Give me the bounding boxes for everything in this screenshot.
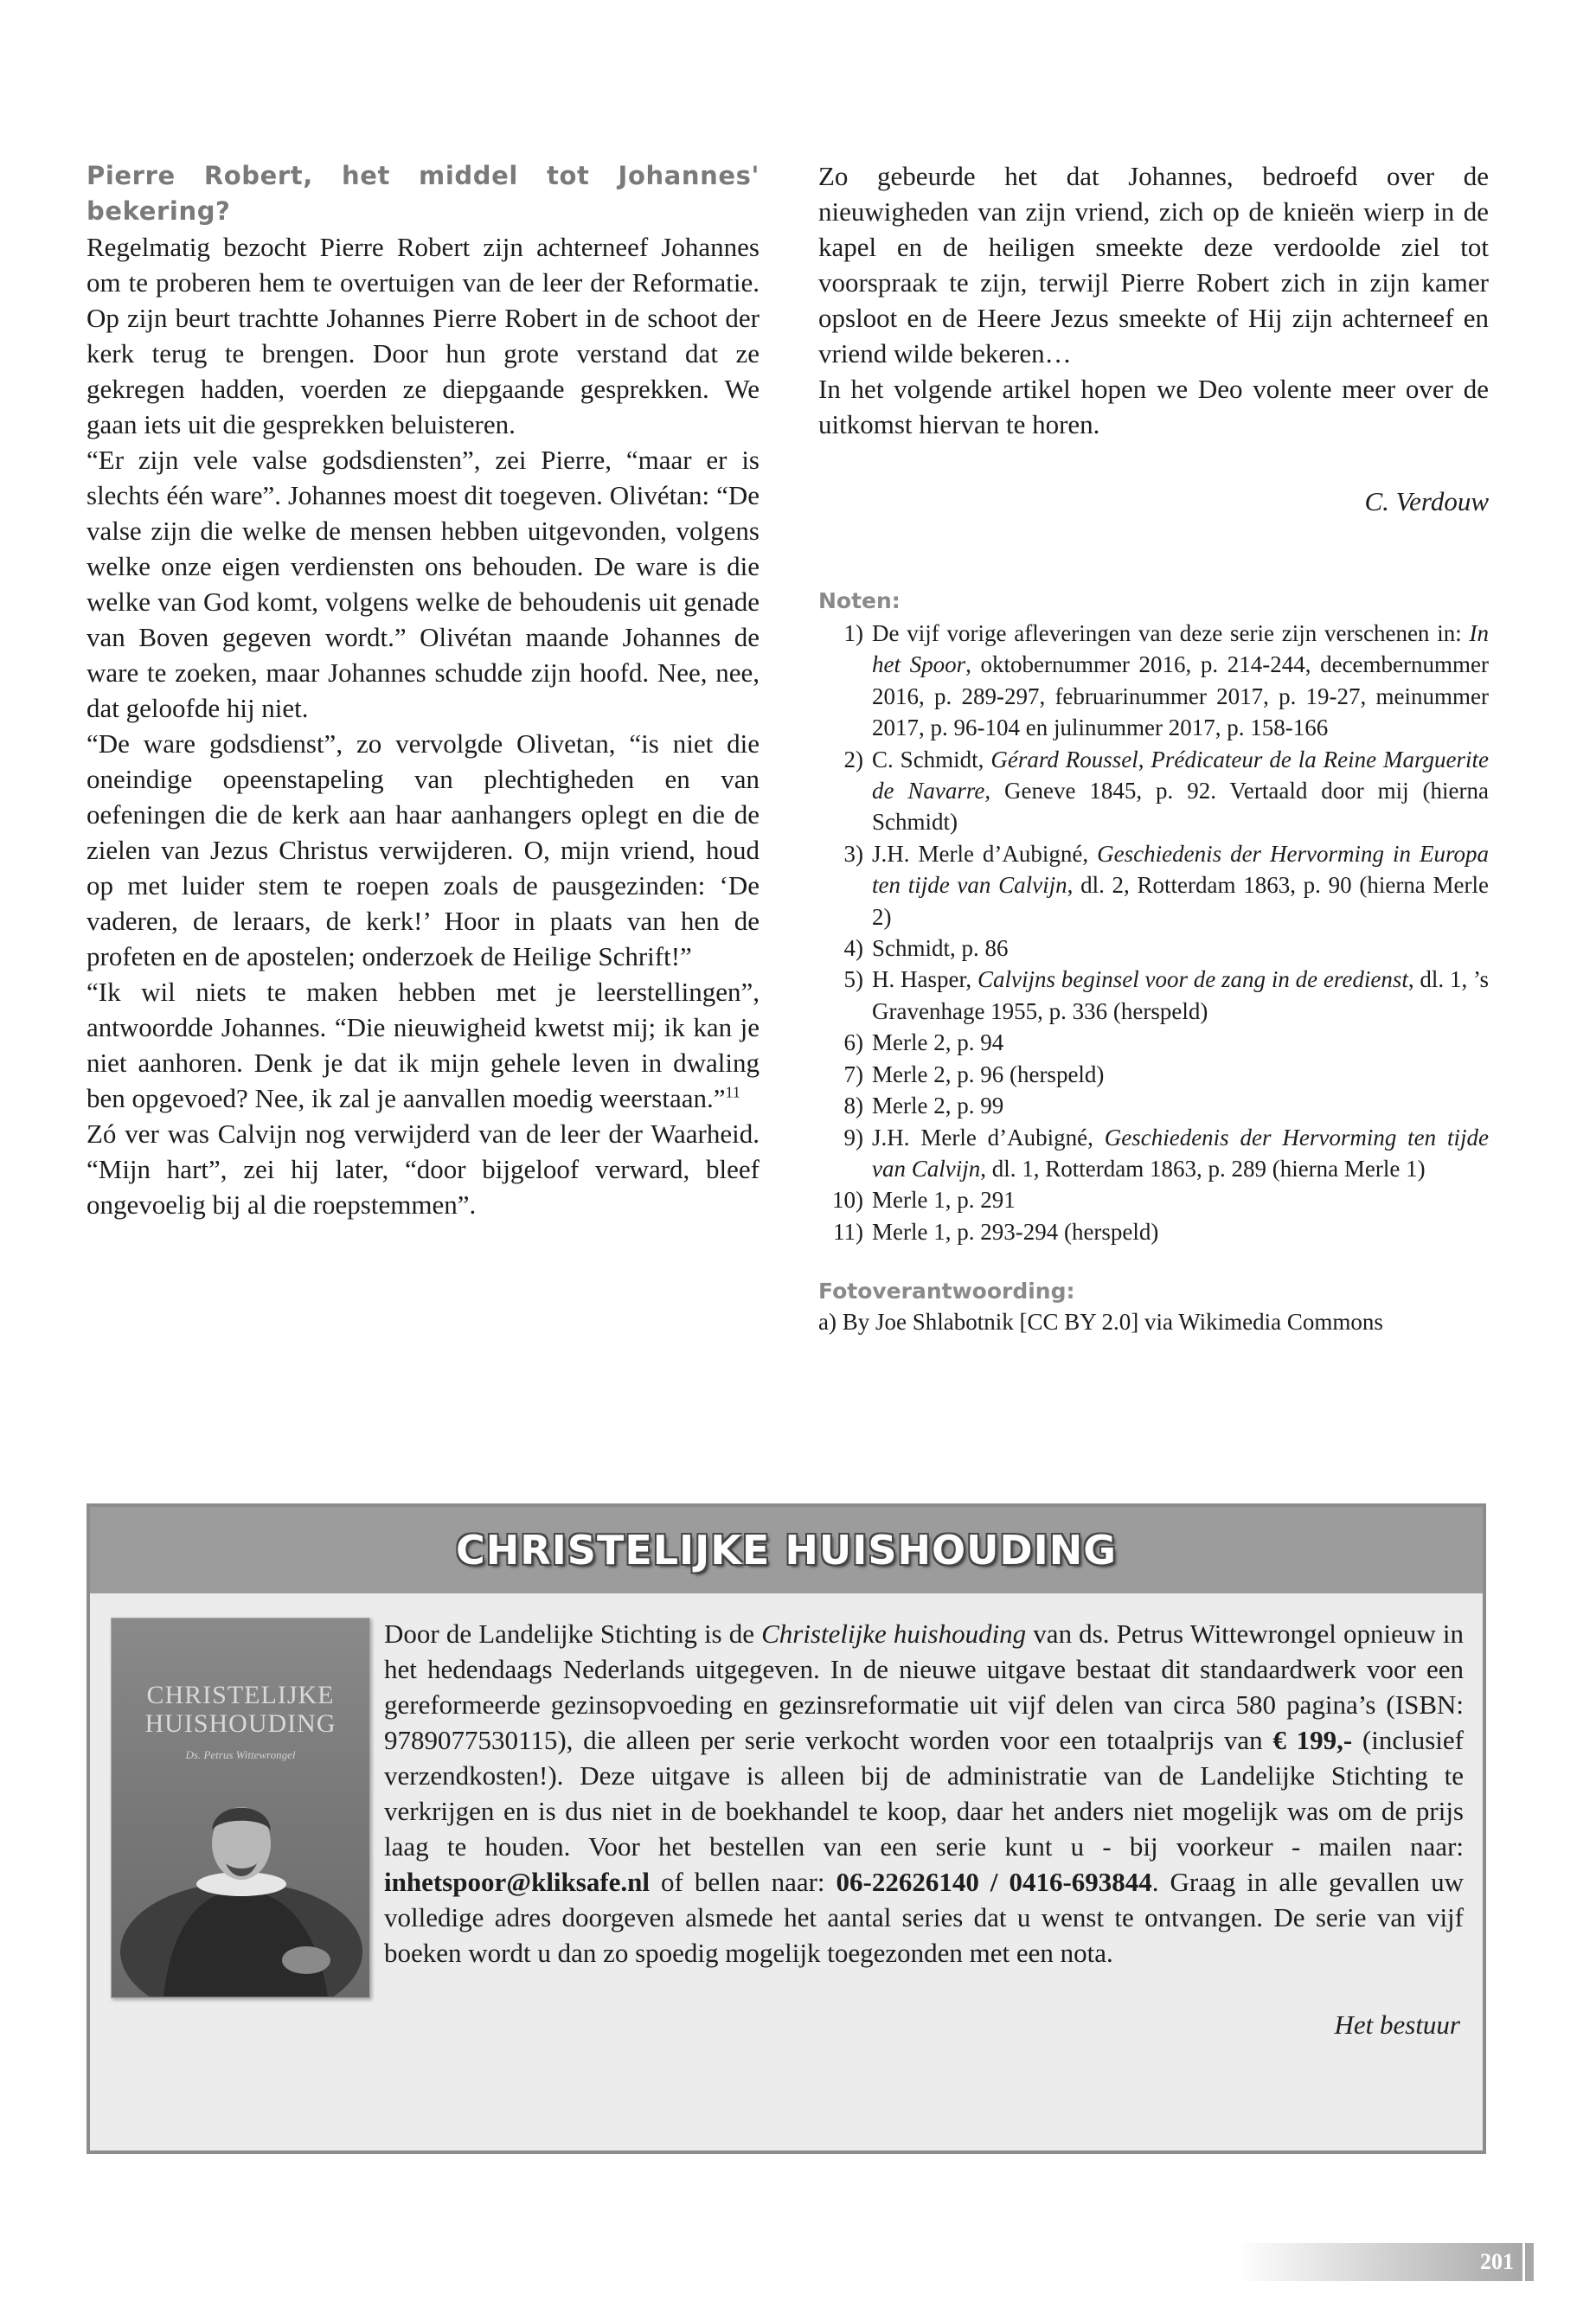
photo-credit-heading: Fotoverantwoording: (818, 1279, 1075, 1304)
page-number: 201 (1480, 2249, 1514, 2274)
text-run: Merle 2, p. 94 (872, 1029, 1004, 1056)
note-item (818, 1216, 1489, 1247)
ad-body-text (384, 1616, 1464, 1971)
paragraph (87, 442, 760, 726)
text-run: H. Hasper, (872, 966, 977, 993)
paragraph-text: “Er zijn vele valse godsdiensten”, zei Pierre, “maar er is slechts één ware”. Johannes moest dit toegeven. Olivétan: “De valse zijn die welke de mensen hebben uitgevonden, volgens welke onze eigen verdiensten ons behouden. De ware is die welke van God komt, volgens welke de behoudenis uit genade van Boven gegeven wordt.” Olivétan maande Johannes de ware te zoeken, maar Johannes schudde zijn hoofd. Nee, nee, dat geloofde hij niet. (87, 445, 760, 723)
right-paragraphs (818, 158, 1489, 442)
note-item (818, 618, 1489, 744)
note-number: 7) (843, 1061, 863, 1087)
text-run: , dl. 1, ’s Gravenhage 1955, p. 336 (herspeld) (872, 966, 1489, 1024)
text-run: Merle 2, p. 99 (872, 1093, 1004, 1119)
note-text (872, 1216, 1489, 1247)
note-text (872, 838, 1489, 933)
text-run: Merle 1, p. 291 (872, 1187, 1016, 1214)
text-run: J.H. Merle d’Aubigné, (872, 1124, 1105, 1150)
italic-text: In het Spoor (872, 620, 1489, 678)
paragraph (87, 726, 760, 974)
note-number: 4) (843, 935, 863, 962)
text-run: C. Schmidt, (872, 746, 991, 772)
note-text (872, 964, 1489, 1027)
note-item (818, 838, 1489, 933)
text-run: J.H. Merle d’Aubigné, (872, 840, 1098, 867)
note-item (818, 1090, 1489, 1121)
paragraph: Zo gebeurde het dat Johannes, bedroefd over de nieuwigheden van zijn vriend, zich op de knieën wierp in de kapel en de heiligen smeekte deze verdoolde ziel tot voorspraak te zijn, terwijl Pierre Robert zich in zijn kamer opsloot en de Heere Jezus smeekte of Hij zijn achterneef en vriend wilde bekeren… (818, 161, 1489, 369)
section-heading: Pierre Robert, het middel tot Johannes' bekering? (87, 161, 760, 226)
ad-title: CHRISTELIJKE HUISHOUDING (456, 1527, 1117, 1574)
note-number: 10) (832, 1187, 863, 1214)
bold-text: € 199,- (1272, 1725, 1353, 1755)
note-number: 6) (843, 1029, 863, 1056)
portrait-illustration (112, 1770, 369, 1997)
text-run: De vijf vorige afleveringen van deze serie zijn verschenen in: (872, 620, 1470, 646)
paragraph (87, 229, 760, 442)
paragraph-text: Zó ver was Calvijn nog verwijderd van de leer der Waarheid. “Mijn hart”, zei hij later, “door bijgeloof verward, bleef ongevoelig bij al die roepstemmen”. (87, 1118, 760, 1220)
text-run: Geneve 1845, p. 92. Vertaald door mij (hierna Schmidt) (872, 778, 1489, 836)
italic-text: Geschiedenis der Hervorming in Europa ten tijde van Calvijn (872, 840, 1489, 899)
author-signature: C. Verdouw (1364, 486, 1489, 516)
text-run: , dl. 1, Rotterdam 1863, p. 289 (hierna Merle 1) (980, 1155, 1426, 1182)
text-run: . Graag in alle gevallen uw volledige adres doorgeven alsmede het aantal series dat u wenst te ontvangen. De serie van vijf boeken wordt u dan zo spoedig mogelijk toegezonden met een nota. (384, 1867, 1464, 1968)
book-cover-author: Ds. Petrus Wittewrongel (185, 1748, 296, 1761)
note-text (872, 618, 1489, 744)
note-item (818, 964, 1489, 1027)
note-number: 11) (833, 1218, 863, 1245)
notes-heading: Noten: (818, 588, 901, 613)
ad-signature: Het bestuur (1334, 2009, 1460, 2040)
italic-text: Christelijke huishouding (761, 1618, 1027, 1649)
text-run: van ds. Petrus Wittewrongel opnieuw in het hedendaags Nederlands uitgegeven. In de nieuwe uitgave bestaat dit standaardwerk voor een gereformeerde gezinsopvoeding en gezinsreformatie uit vijf delen van circa 580 pagina’s (ISBN: 9789077530115), die alleen per serie verkocht worden voor een totaalprijs van (384, 1618, 1464, 1755)
advertisement-box (87, 1503, 1486, 2154)
paragraph-text: “De ware godsdienst”, zo vervolgde Olivetan, “is niet die oneindige opeenstapeling van plechtigheden en van oefeningen die de kerk aan haar aanhangers oplegt en die de zielen van Jezus Christus verwijderen. O, mijn vriend, houd op met luider stem te roepen zoals de pausgezinden: ‘De vaderen, de leraars, de kerk!’ Hoor in plaats van hen de profeten en de apostelen; onderzoek de Heilige Schrift!” (87, 728, 760, 971)
paragraph-text: Regelmatig bezocht Pierre Robert zijn achterneef Johannes om te proberen hem te overtuigen van de leer der Reformatie. Op zijn beurt trachtte Johannes Pierre Robert in de schoot der kerk terug te brengen. Door hun grote verstand dat ze gekregen hadden, voerden ze diepgaande gesprekken. We gaan iets uit die gesprekken beluisteren. (87, 232, 760, 439)
paragraph: In het volgende artikel hopen we Deo volente meer over de uitkomst hiervan te horen. (818, 374, 1489, 439)
note-number: 2) (843, 746, 863, 772)
paragraph (87, 974, 760, 1116)
right-column (818, 158, 1489, 1337)
note-number: 5) (843, 966, 863, 993)
text-run: Merle 1, p. 293-294 (herspeld) (872, 1218, 1159, 1245)
italic-text: Gérard Roussel, Prédicateur de la Reine Marguerite de Navarre, (872, 746, 1490, 804)
note-item (818, 1027, 1489, 1058)
note-text (872, 1184, 1489, 1215)
note-text (872, 1090, 1489, 1121)
note-text (872, 933, 1489, 964)
text-run: , dl. 2, Rotterdam 1863, p. 90 (hierna Merle 2) (872, 872, 1489, 930)
note-item (818, 744, 1489, 838)
note-number: 3) (843, 840, 863, 867)
paragraph-text: “Ik wil niets te maken hebben met je leerstellingen”, antwoordde Johannes. “Die nieuwigheid kwetst mij; ik kan je niet aanhoren. Denk je dat ik mijn gehele leven in dwaling ben opgevoed? Nee, ik zal je aanvallen moedig weerstaan.” (87, 977, 760, 1113)
text-run: Schmidt, p. 86 (872, 935, 1009, 962)
note-text (872, 744, 1489, 838)
note-text (872, 1059, 1489, 1090)
note-item (818, 1059, 1489, 1090)
note-number: 9) (843, 1124, 863, 1150)
book-cover-image (111, 1618, 370, 1998)
text-run: of bellen naar: (650, 1867, 836, 1897)
bold-text: inhetspoor@kliksafe.nl (384, 1867, 651, 1897)
note-item (818, 1122, 1489, 1185)
note-number: 8) (843, 1093, 863, 1119)
text-run: Merle 2, p. 96 (herspeld) (872, 1061, 1105, 1087)
note-number: 1) (843, 620, 863, 646)
note-item (818, 1184, 1489, 1215)
text-run: Door de Landelijke Stichting is de (384, 1618, 762, 1649)
ad-title-bar (90, 1507, 1483, 1593)
book-cover-title-line1: CHRISTELIJKE (146, 1681, 335, 1709)
page-number-bar-cap (1525, 2243, 1534, 2281)
book-cover-title (112, 1681, 369, 1738)
note-text (872, 1027, 1489, 1058)
text-run: (inclusief verzendkosten!). Deze uitgave is alleen bij de administratie van de Landelijke Stichting te verkrijgen en is dus niet in de boekhandel te koop, daar het anders niet mogelijk was om de prijs laag te houden. Voor het bestellen van een serie kunt u - bij voorkeur - mailen naar: (384, 1725, 1464, 1862)
left-paragraphs (87, 229, 760, 1222)
note-item (818, 933, 1489, 964)
italic-text: Calvijns beginsel voor de zang in de eredienst (977, 966, 1408, 993)
paragraph (87, 1116, 760, 1222)
photo-credit: a) By Joe Shlabotnik [CC BY 2.0] via Wikimedia Commons (818, 1309, 1383, 1336)
footnote-ref: 11 (725, 1083, 740, 1101)
text-run: , oktobernummer 2016, p. 214-244, decembernummer 2016, p. 289-297, februarinummer 2017, p. 19-27, meinummer 2017, p. 96-104 en julinummer 2017, p. 158-166 (872, 651, 1489, 741)
book-cover-title-line2: HUISHOUDING (144, 1709, 337, 1738)
notes-list (818, 618, 1489, 1247)
bold-text: 06-22626140 / 0416-693844 (836, 1867, 1152, 1897)
left-column (87, 158, 760, 1222)
note-text (872, 1122, 1489, 1185)
italic-text: Geschiedenis der Hervorming ten tijde van Calvijn (872, 1124, 1489, 1182)
